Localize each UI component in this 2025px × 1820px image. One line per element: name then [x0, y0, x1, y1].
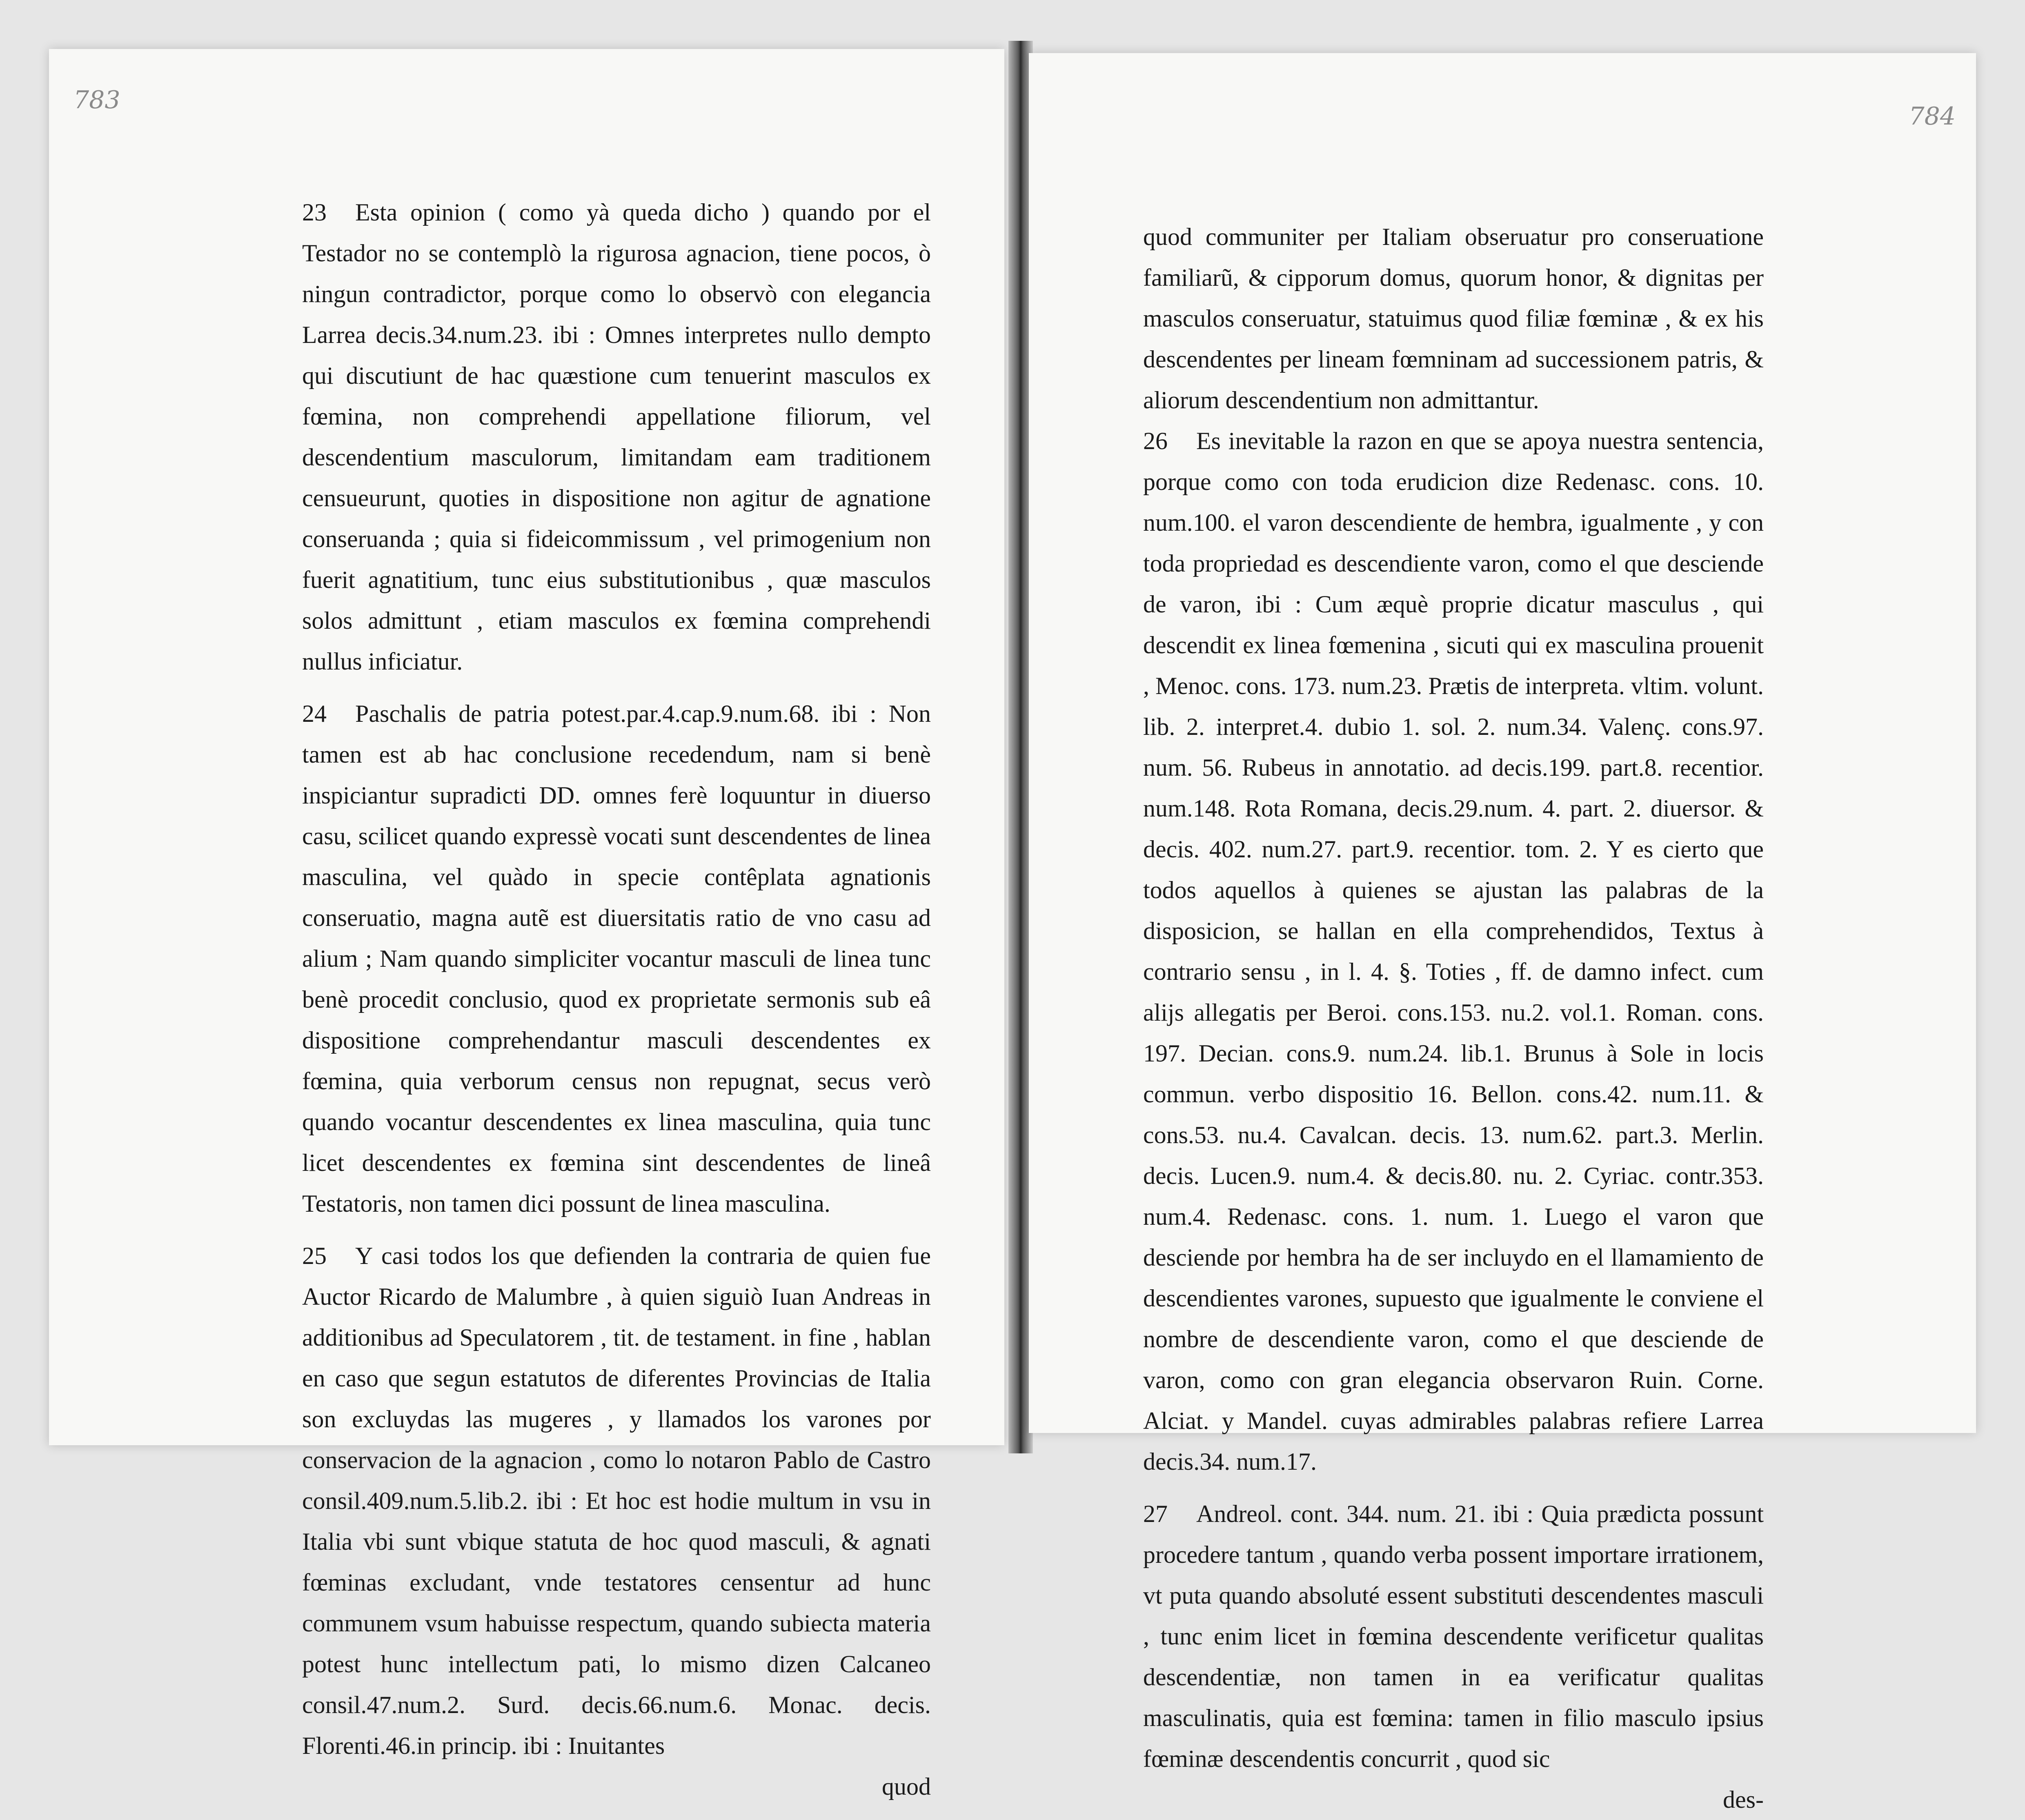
paragraph-number: 25: [302, 1242, 327, 1269]
continuation-quote: quod communiter per Italiam obseruatur pro conseruatione familiarũ, & cipporum domus, quorum honor, & dignitas per masculos conseruatur, statuimus quod filiæ fœminæ , & ex his descendentes per lineam fœmninam ad successionem patris, & aliorum descendentium non admittantur.: [1143, 223, 1764, 414]
catchword: des-: [1723, 1786, 1764, 1813]
paragraph: [1143, 1493, 1764, 1779]
text-column: [302, 192, 931, 1807]
text-column: [1143, 216, 1764, 1820]
paragraph: [302, 693, 931, 1224]
left-page: [49, 49, 1004, 1800]
catchword: quod: [882, 1773, 931, 1800]
paragraph-number: 23: [302, 199, 327, 226]
paragraph-text: Es inevitable la razon en que se apoya nuestra sentencia, porque como con toda erudicion dize Redenasc. cons. 10. num.100. el varon descendiente de hembra, igualmente , y con toda propriedad es descendiente varon, como el que desciende de varon, ibi : Cum æquè proprie dicatur masculus , qui descendit ex linea fœmenina , sicuti qui ex masculina prouenit , Menoc. cons. 173. num.23. Prætis de interpreta. vltim. volunt. lib. 2. interpret.4. dubio 1. sol. 2. num.34. Valenç. cons.97. num. 56. Rubeus in annotatio. ad decis.199. part.8. recentior. num.148. Rota Romana, decis.29.num. 4. part. 2. diuersor. & decis. 402. num.27. part.9. recentior. tom. 2. Y es cierto que todos aquellos à quienes se ajustan las palabras de la disposicion, se hallan en ella comprehendidos, Textus à contrario sensu , in l. 4. §. Toties , ff. de damno infect. cum alijs allegatis per Beroi. cons.153. nu.2. vol.1. Roman. cons. 197. Decian. cons.9. num.24. lib.1. Brunus à Sole in locis commun. verbo dispositio 16. Bellon. cons.42. num.11. & cons.53. nu.4. Cavalcan. decis. 13. num.62. part.3. Merlin. decis. Lucen.9. num.4. & decis.80. nu. 2. Cyriac. contr.353. num.4. Redenasc. cons. 1. num. 1. Luego el varon que desciende por hembra ha de ser incluydo en el llamamiento de descendientes varones, supuesto que igualmente le conviene el nombre de descendiente varon, como el que desciende de varon, como con gran elegancia observaron Ruin. Corne. Alciat. y Mandel. cuyas admirables palabras refiere Larrea decis.34. num.17.: [1143, 427, 1764, 1475]
paragraph-number: 24: [302, 700, 327, 727]
paragraph: [1143, 421, 1764, 1482]
paragraph: [302, 1235, 931, 1766]
paragraph-number: 27: [1143, 1500, 1168, 1527]
right-page: [1029, 53, 1976, 1813]
paragraph-text: Y casi todos los que defienden la contraria de quien fue Auctor Ricardo de Malumbre , à quien siguiò Iuan Andreas in additionibus ad Speculatorem , tit. de testament. in fine , hablan en caso que segun estatutos de diferentes Provincias de Italia son excluydas las mugeres , y llamados los varones por conservacion de la agnacion , como lo notaron Pablo de Castro consil.409.num.5.lib.2. ibi : Et hoc est hodie multum in vsu in Italia vbi sunt vbique statuta de hoc quod masculi, & agnati fœminas excludant, vnde testatores censentur ad hunc communem vsum habuisse respectum, quando subiecta materia potest hunc intellectum pati, lo mismo dizen Calcaneo consil.47.num.2. Surd. decis.66.num.6. Monac. decis. Florenti.46.in princip. ibi : Inuitantes: [302, 1242, 931, 1759]
paragraph-text: Andreol. cont. 344. num. 21. ibi : Quia prædicta possunt procedere tantum , quando verba possent importare irrationem, vt puta quando absoluté essent substituti descendentes masculi , tunc enim licet in fœmina descendente verificetur qualitas descendentiæ, non tamen in ea verificatur qualitas masculinatis, quia est fœmina: tamen in filio masculo ipsius fœminæ descendentis concurrit , quod sic: [1143, 1500, 1764, 1772]
paragraph-text: Esta opinion ( como yà queda dicho ) quando por el Testador no se contemplò la rigurosa agnacion, tiene pocos, ò ningun contradictor, porque como lo observò con elegancia Larrea decis.34.num.23. ibi : Omnes interpretes nullo dempto qui discutiunt de hac quæstione cum tenuerint masculos ex fœmina, non comprehendi appellatione filiorum, vel descendentium masculorum, limitandam eam traditionem censueurunt, quoties in dispositione non agitur de agnatione conseruanda ; quia si fideicommissum , vel primogenium non fuerit agnatitium, tunc eius substitutionibus , quæ masculos solos admittunt , etiam masculos ex fœmina comprehendi nullus inficiatur.: [302, 199, 931, 675]
page-number: 784: [1909, 102, 1956, 131]
paragraph-number: 26: [1143, 427, 1168, 454]
paragraph: [302, 192, 931, 682]
page-number: 783: [73, 86, 120, 114]
paragraph-text: Paschalis de patria potest.par.4.cap.9.num.68. ibi : Non tamen est ab hac conclusione recedendum, nam si benè inspiciantur supradicti DD. omnes ferè loquuntur in diuerso casu, scilicet quando expressè vocati sunt descendentes de linea masculina, vel quàdo in specie contêplata agnationis conseruatio, magna autẽ est diuersitatis ratio de vno casu ad alium ; Nam quando simpliciter vocantur masculi de linea tunc benè procedit conclusio, quod ex proprietate sermonis sub eâ dispositione comprehendantur masculi descendentes ex fœmina, quia verborum census non repugnat, secus verò quando vocantur descendentes ex linea masculina, quia tunc licet descendentes ex fœmina sint descendentes de lineâ Testatoris, non tamen dici possunt de linea masculina.: [302, 700, 931, 1217]
